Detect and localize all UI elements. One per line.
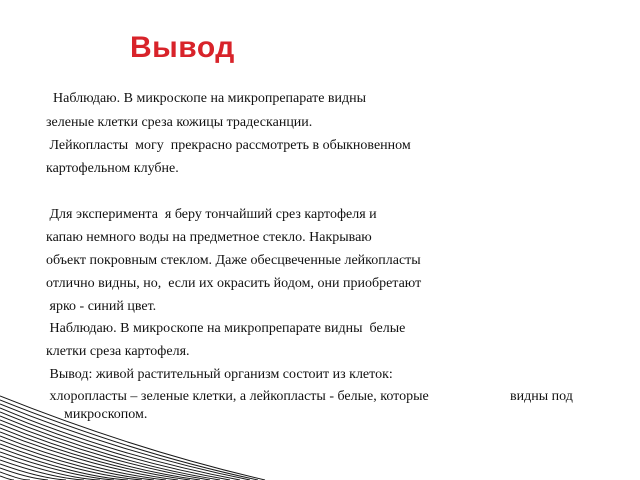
text-line: Для эксперимента я беру тончайший срез картофеля и xyxy=(46,207,377,222)
text-line: ярко - синий цвет. xyxy=(46,299,157,314)
text-line: капаю немного воды на предметное стекло. Накрываю xyxy=(46,230,372,245)
text-line: картофельном клубне. xyxy=(46,161,179,176)
corner-decoration xyxy=(0,390,280,480)
text-line: микроскопом. xyxy=(64,407,148,422)
text-line: Лейкопласты могу прекрасно рассмотреть в обыкновенном xyxy=(46,138,411,153)
text-line: отлично видны, но, если их окрасить йодом, они приобретают xyxy=(46,276,422,291)
text-line: клетки среза картофеля. xyxy=(46,344,190,359)
text-line: Наблюдаю. В микроскопе на микропрепарате видны белые xyxy=(46,321,406,336)
text-line: хлоропласты – зеленые клетки, а лейкопласты - белые, которые xyxy=(46,389,429,404)
text-line: Наблюдаю. В микроскопе на микропрепарате видны xyxy=(46,91,367,106)
text-line: видны под xyxy=(510,389,573,404)
text-line: Вывод: живой растительный организм состоит из клеток: xyxy=(46,367,393,382)
text-line: зеленые клетки среза кожицы традесканции. xyxy=(46,115,313,130)
text-line: объект покровным стеклом. Даже обесцвеченные лейкопласты xyxy=(46,253,421,268)
slide-title: Вывод xyxy=(130,31,235,64)
